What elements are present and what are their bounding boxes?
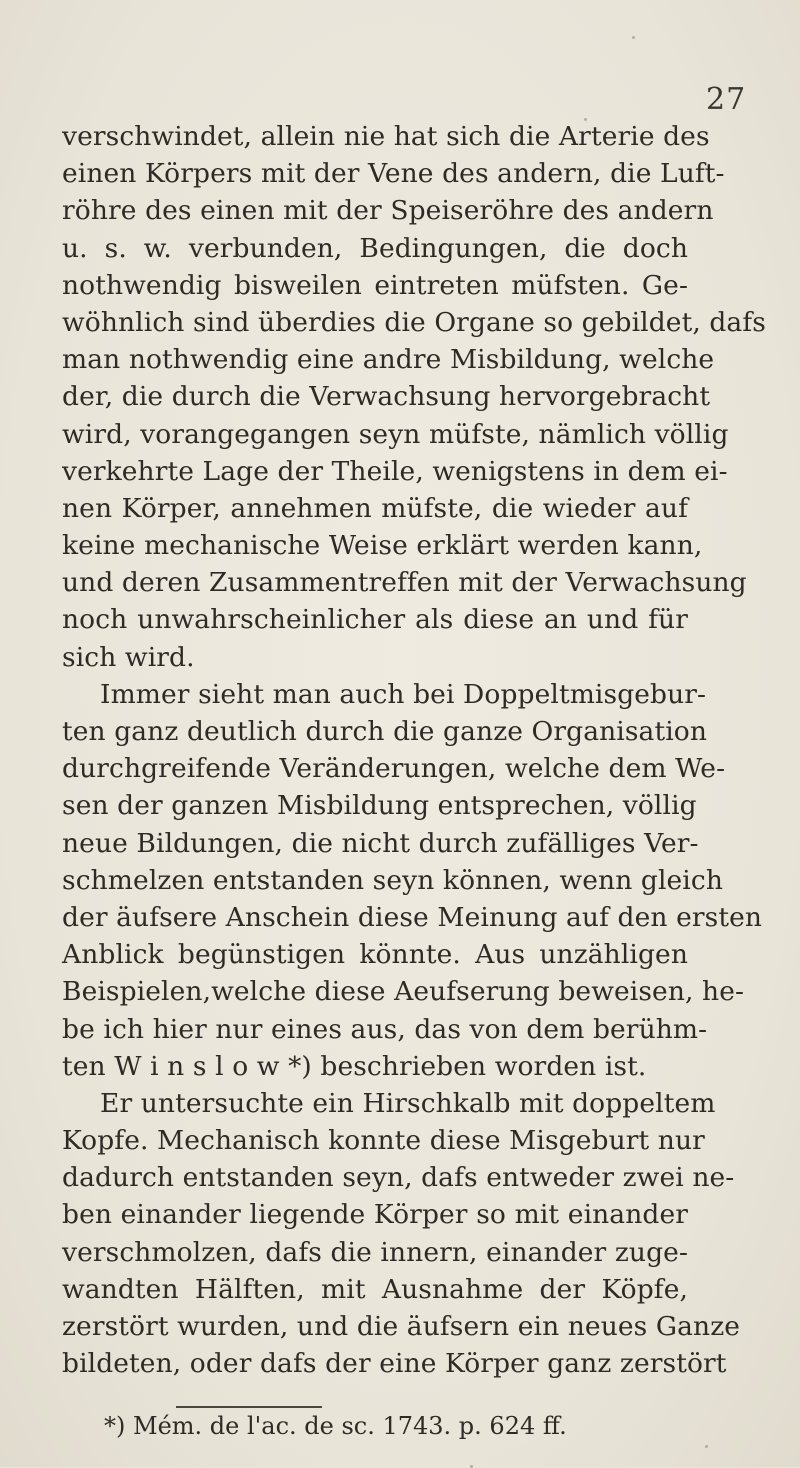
text-line: bildeten, oder dafs der eine Körper ganz zerstört [62,1348,727,1380]
text-line: Immer sieht man auch bei Doppeltmisgebur- [100,678,707,710]
text-line: Beispielen,welche diese Aeufserung beweisen, he- [62,976,745,1008]
text-line: Er untersuchte ein Hirschkalb mit doppeltem [100,1087,716,1119]
text-line: man nothwendig eine andre Misbildung, welche [62,344,715,376]
text-line: dadurch entstanden seyn, dafs entweder zwei ne- [62,1162,735,1194]
text-line: keine mechanische Weise erklärt werden kann, [62,530,703,562]
text-line: Anblick begünstigen könnte. Aus unzähligen [62,939,688,971]
text-line: ten ganz deutlich durch die ganze Organisation [62,716,707,747]
text-line: einen Körpers mit der Vene des andern, die Luft- [62,158,725,190]
text-line: Kopfe. Mechanisch konnte diese Misgeburt nur [62,1125,705,1157]
text-line: sich wird. [62,641,195,673]
text-line: noch unwahrscheinlicher als diese an und für [62,604,688,636]
body-text [62,118,766,1382]
text-line: wandten Hälften, mit Ausnahme der Köpfe, [62,1273,688,1305]
text-line: verschwindet, allein nie hat sich die Arterie des [62,121,710,152]
paper-speck [632,36,635,39]
text-line: röhre des einen mit der Speiseröhre des andern [62,195,714,227]
text-line: wöhnlich sind überdies die Organe so gebildet, dafs [62,306,766,338]
text-line: wird, vorangegangen seyn müfste, nämlich völlig [62,418,729,450]
text-line: der äufsere Anschein diese Meinung auf den ersten [62,901,763,933]
page-number: 27 [706,82,747,117]
text-line: zerstört wurden, und die äufsern ein neues Ganze [62,1311,741,1342]
footnote: *) Mém. de l'ac. de sc. 1743. p. 624 ff. [104,1412,567,1440]
text-line: sen der ganzen Misbildung entsprechen, völlig [62,790,697,822]
paper-speck [705,1445,708,1448]
text-line: verschmolzen, dafs die innern, einander zuge- [62,1236,688,1268]
text-line: schmelzen entstanden seyn können, wenn gleich [62,864,723,896]
footnote-divider [176,1406,322,1408]
text-line: durchgreifende Veränderungen, welche dem We- [62,753,726,785]
text-line: verkehrte Lage der Theile, wenigstens in dem ei- [62,455,728,487]
text-line: und deren Zusammentreffen mit der Verwachsung [62,567,747,599]
text-line: ten W i n s l o w *) beschrieben worden ist. [62,1050,647,1082]
text-line: nen Körper, annehmen müfste, die wieder auf [62,492,688,524]
text-line: nothwendig bisweilen eintreten müfsten. Ge- [62,269,688,301]
paper-speck [584,118,587,121]
text-line: be ich hier nur eines aus, das von dem berühm- [62,1013,708,1045]
text-line: der, die durch die Verwachsung hervorgebracht [62,381,711,413]
text-line: neue Bildungen, die nicht durch zufälliges Ver- [62,827,699,859]
text-line: u. s. w. verbunden, Bedingungen, die doch [62,232,688,264]
text-line: ben einander liegende Körper so mit einander [62,1199,688,1231]
